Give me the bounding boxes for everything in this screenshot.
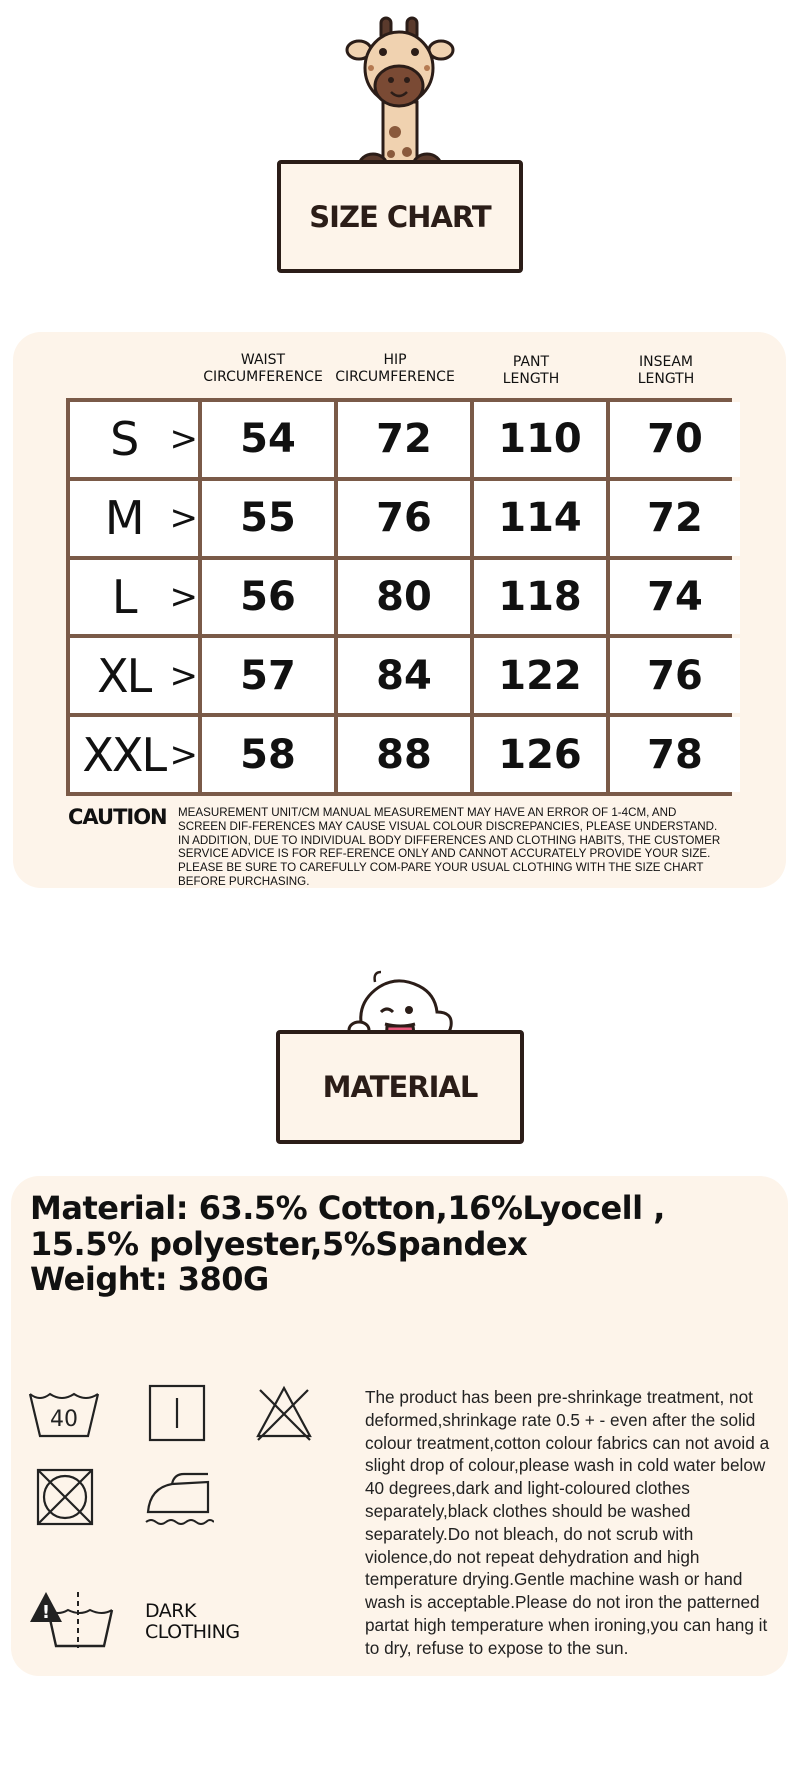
column-header-inseam-length (600, 354, 732, 388)
dark-clothing-line: CLOTHING (145, 1621, 240, 1643)
chevron-right-icon: > (169, 498, 198, 539)
column-header-line: HIP (383, 352, 407, 368)
table-cell-pant-length: 118 (474, 560, 606, 635)
column-header-line: INSEAM (639, 354, 693, 370)
size-table (66, 398, 732, 796)
column-header-line: WAIST (240, 352, 286, 368)
chevron-right-icon: > (169, 655, 198, 696)
column-header-line: PANT (512, 354, 550, 370)
chevron-right-icon: > (169, 419, 198, 460)
line-dry-icon (148, 1384, 206, 1442)
wash-dark-separately-icon (28, 1590, 114, 1650)
column-header-line: LENGTH (502, 371, 560, 387)
table-cell-waist: 55 (202, 481, 334, 556)
size-chart-title: SIZE CHART (309, 199, 491, 234)
size-label-cell (70, 402, 198, 477)
table-cell-inseam: 78 (610, 717, 740, 792)
table-cell-pant-length: 122 (474, 638, 606, 713)
iron-low-icon (144, 1468, 214, 1528)
dark-clothing-line: DARK (145, 1600, 196, 1622)
table-cell-waist: 58 (202, 717, 334, 792)
svg-text:!: ! (41, 1602, 51, 1623)
caution-label: CAUTION (68, 805, 167, 829)
column-header-line: LENGTH (637, 371, 695, 387)
column-header-pant-length (465, 354, 597, 388)
size-label: S (110, 412, 138, 467)
column-header-waist (197, 352, 329, 386)
table-cell-inseam: 76 (610, 638, 740, 713)
table-cell-pant-length: 126 (474, 717, 606, 792)
table-cell-pant-length: 114 (474, 481, 606, 556)
table-cell-pant-length: 110 (474, 402, 606, 477)
size-label: XXL (82, 727, 166, 782)
dark-clothing-label (145, 1601, 240, 1643)
caution-text: MEASUREMENT UNIT/CM MANUAL MEASUREMENT MAY HAVE AN ERROR OF 1-4CM, AND SCREEN DIF-FERENCES MAY CAUSE VISUAL COLOUR DISCREPANCIES, PLEASE UNDERSTAND. IN ADDITION, DUE TO INDIVIDUAL BODY DIFFERENCES AND CLOTHING HABITS, THE CUSTOMER SERVICE ADVICE IS FOR REF-ERENCE ONLY AND CANNOT ACCURATELY PROVIDE YOUR SIZE. PLEASE BE SURE TO CAREFULLY COM-PARE YOUR USUAL CLOTHING WITH THE SIZE CHART BEFORE PURCHASING. (178, 806, 721, 888)
wash-40-icon (28, 1390, 100, 1440)
table-cell-hip: 88 (338, 717, 470, 792)
size-label: M (104, 491, 143, 546)
column-header-line: CIRCUMFERENCE (335, 369, 455, 385)
no-bleach-icon (254, 1384, 314, 1442)
chevron-right-icon: > (169, 576, 198, 617)
size-label-cell (70, 717, 198, 792)
no-tumble-dry-icon (36, 1468, 94, 1526)
giraffe-mascot-icon (345, 12, 455, 180)
size-label-cell (70, 638, 198, 713)
size-label-cell (70, 481, 198, 556)
size-label-cell (70, 560, 198, 635)
table-cell-inseam: 70 (610, 402, 740, 477)
table-cell-waist: 57 (202, 638, 334, 713)
table-cell-waist: 56 (202, 560, 334, 635)
material-composition-line-1: Material: 63.5% Cotton,16%Lyocell , (30, 1189, 665, 1227)
column-header-hip (329, 352, 461, 386)
table-cell-hip: 72 (338, 402, 470, 477)
material-title: MATERIAL (322, 1070, 478, 1104)
column-header-line: CIRCUMFERENCE (203, 369, 323, 385)
chevron-right-icon: > (169, 734, 198, 775)
table-cell-inseam: 72 (610, 481, 740, 556)
care-instructions-text: The product has been pre-shrinkage treatment, not deformed,shrinkage rate 0.5 + - even after the solid colour treatment,cotton colour fabrics can not avoid a slight drop of colour,please wash in cold water below 40 degrees,dark and light-coloured clothes separately,black clothes should be washed separately.Do not bleach, do not scrub with violence,do not repeat dehydration and high temperature drying.Gentle machine wash or hand wash is acceptable.Please do not iron the patterned partat high temperature when ironing,you can hang it to dry, refuse to expose to the sun. (365, 1387, 770, 1658)
table-cell-hip: 80 (338, 560, 470, 635)
table-cell-inseam: 74 (610, 560, 740, 635)
table-cell-hip: 76 (338, 481, 470, 556)
size-label: L (111, 569, 136, 624)
material-title-sign (276, 1030, 524, 1144)
table-cell-waist: 54 (202, 402, 334, 477)
size-label: XL (97, 648, 151, 703)
table-cell-hip: 84 (338, 638, 470, 713)
size-chart-title-sign (277, 160, 523, 273)
material-composition-line-2: 15.5% polyester,5%Spandex (30, 1225, 528, 1263)
wash-temperature: 40 (50, 1407, 78, 1432)
weight-line: Weight: 380G (30, 1260, 269, 1298)
